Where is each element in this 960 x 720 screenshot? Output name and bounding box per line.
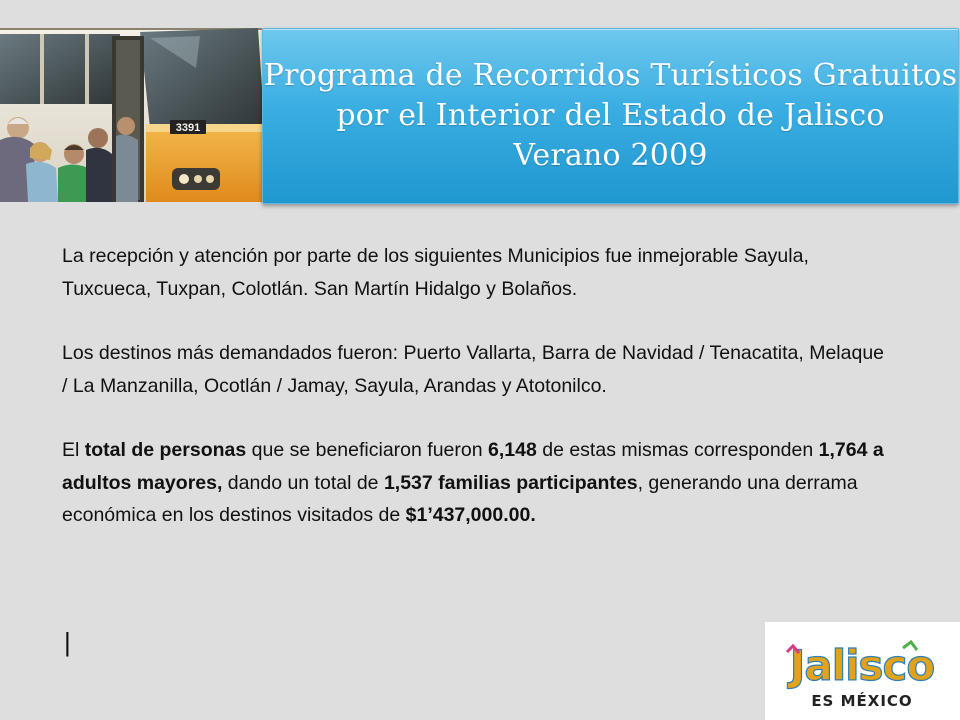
bold-derrama-amount: $1’437,000.00.: [405, 504, 536, 526]
body-text: [62, 240, 892, 564]
bus-photo-drawing: [0, 28, 262, 202]
paragraph-municipios: La recepción y atención por parte de los siguientes Municipios fue inmejorable Sayula, Tuxcueca, Tuxpan, Colotlán. San Martín Hidalgo y Bolaños.: [62, 245, 809, 300]
bus-photo: [0, 28, 262, 202]
jalisco-logo: [765, 622, 960, 720]
jalisco-logo-drawing: [765, 622, 960, 720]
bus-number: 3391: [175, 122, 201, 134]
text-segment: , generando una derrama económica en los destinos visitados de: [62, 471, 858, 526]
text-segment: de estas mismas corresponden: [536, 439, 819, 461]
title-line-2: por el Interior del Estado de Jalisco: [336, 98, 885, 133]
text-segment: que se beneficiaron fueron: [246, 439, 488, 461]
logo-tagline: ES MÉXICO: [811, 692, 913, 710]
bold-total-personas: total de personas: [84, 439, 247, 461]
text-segment: El: [62, 439, 85, 461]
title-line-3: Verano 2009: [513, 138, 708, 173]
slide-title-box: [262, 28, 959, 204]
paragraph-destinos: Los destinos más demandados fueron: Puerto Vallarta, Barra de Navidad / Tenacatita, Melaque / La Manzanilla, Ocotlán / Jamay, Sayula, Arandas y Atotonilco.: [62, 342, 885, 397]
text-cursor: |: [64, 627, 71, 657]
bold-adultos-mayores: 1,764 a adultos mayores,: [62, 439, 884, 494]
paragraph-totales: [62, 434, 892, 532]
bold-familias: 1,537 familias participantes: [383, 471, 638, 494]
logo-word: Jalisco: [789, 641, 935, 690]
title-line-1: Programa de Recorridos Turísticos Gratuitos: [263, 58, 958, 93]
bold-total-number: 6,148: [488, 439, 537, 461]
text-segment: dando un total de: [222, 471, 384, 494]
